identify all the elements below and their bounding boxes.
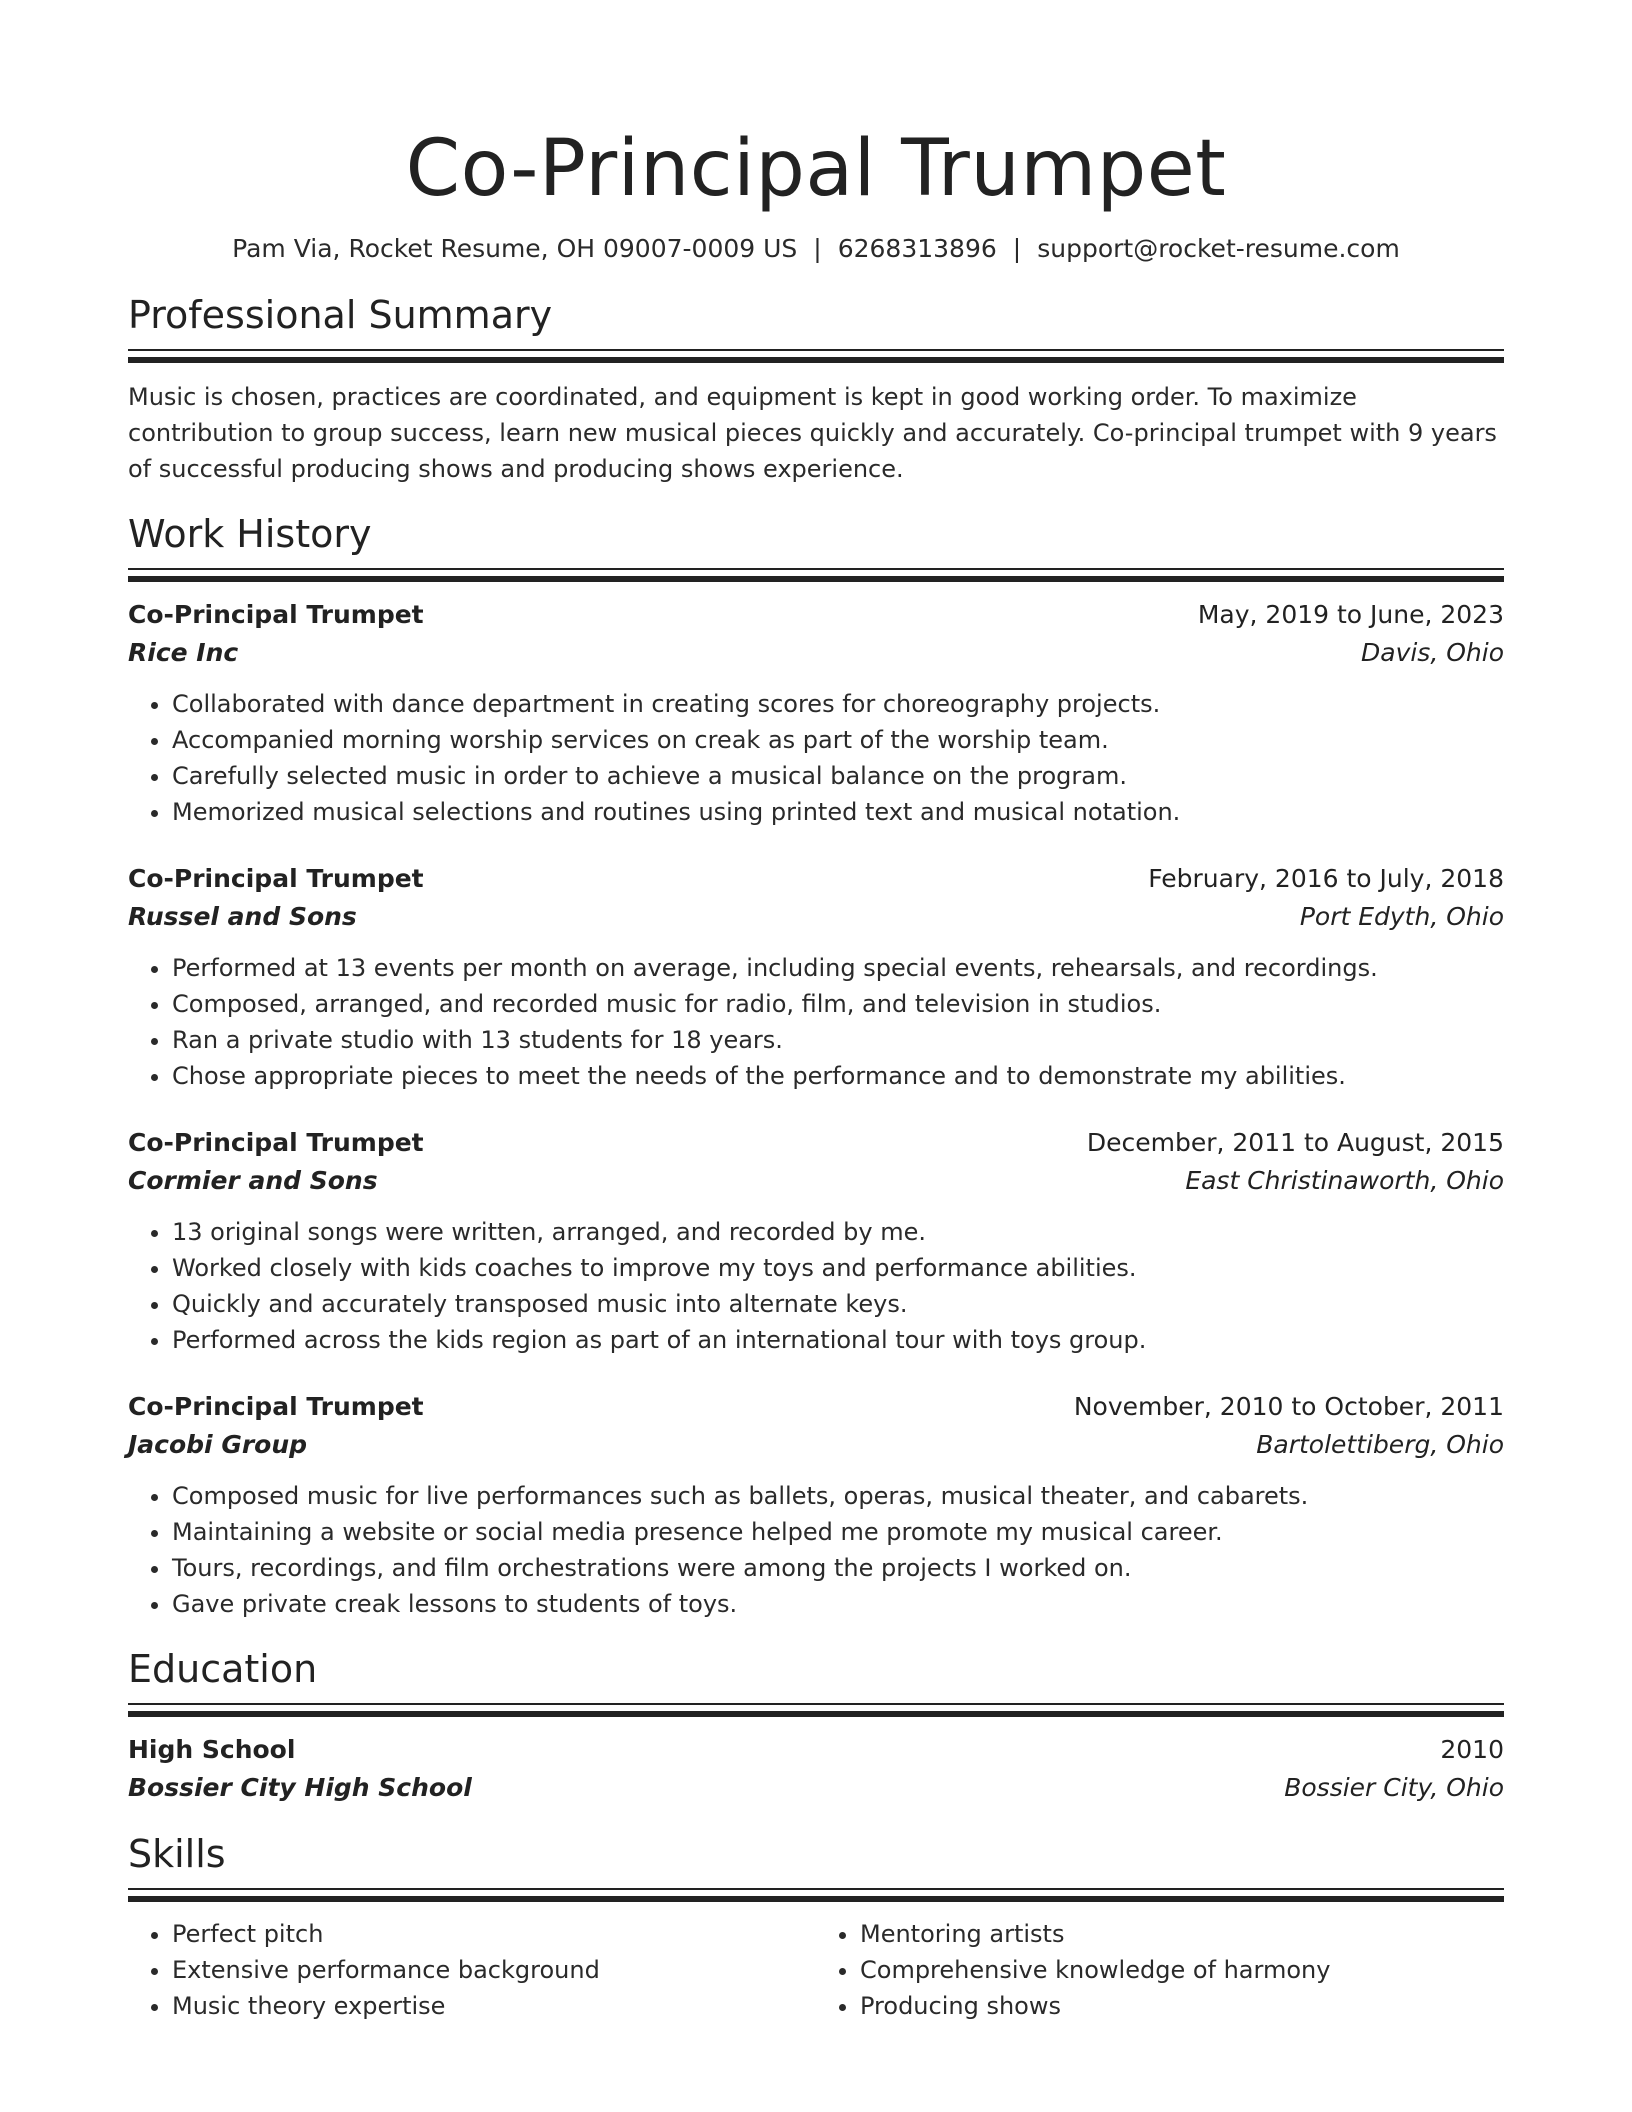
job-location: Port Edyth, Ohio (1299, 902, 1504, 931)
job-dates: February, 2016 to July, 2018 (1148, 864, 1504, 893)
job-dates: May, 2019 to June, 2023 (1197, 600, 1504, 629)
job-entry (128, 596, 1504, 830)
education-degree: High School (128, 1735, 296, 1764)
list-item: • Accompanied morning worship services on creak as part of the worship team. (172, 722, 1504, 758)
job-subheader (128, 1426, 1504, 1464)
job-bullets (128, 686, 1504, 830)
contact-separator: | (813, 234, 822, 263)
job-location: East Christinaworth, Ohio (1185, 1166, 1504, 1195)
summary-text: Music is chosen, practices are coordinated, and equipment is kept in good working order. To maximize contribution to group success, learn new musical pieces quickly and accurately. Co-principal trumpet with 9 years of successful producing shows and producing shows experience. (128, 383, 1497, 483)
contact-address: Pam Via, Rocket Resume, OH 09007-0009 US (232, 234, 798, 263)
contact-phone: 6268313896 (837, 234, 997, 263)
list-item: • Ran a private studio with 13 students for 18 years. (172, 1022, 1504, 1058)
list-item: • Worked closely with kids coaches to improve my toys and performance abilities. (172, 1250, 1504, 1286)
skills-list-right (816, 1916, 1504, 2024)
list-item: • 13 original songs were written, arranged, and recorded by me. (172, 1214, 1504, 1250)
job-company: Rice Inc (128, 638, 239, 667)
section-title-education: Education (128, 1647, 318, 1691)
section-divider (128, 568, 1504, 570)
job-location: Davis, Ohio (1361, 638, 1504, 667)
job-subheader (128, 1162, 1504, 1200)
skills-columns (128, 1890, 1504, 2024)
job-dates: December, 2011 to August, 2015 (1086, 1128, 1504, 1157)
job-entry (128, 1124, 1504, 1358)
job-bullets (128, 1214, 1504, 1358)
education-location: Bossier City, Ohio (1284, 1773, 1504, 1802)
list-item: • Quickly and accurately transposed music into alternate keys. (172, 1286, 1504, 1322)
section-divider (128, 1888, 1504, 1890)
job-entry (128, 860, 1504, 1094)
job-subheader (128, 634, 1504, 672)
list-item: • Performed across the kids region as part of an international tour with toys group. (172, 1322, 1504, 1358)
contact-email: support@rocket-resume.com (1037, 234, 1400, 263)
job-dates: November, 2010 to October, 2011 (1073, 1392, 1504, 1421)
work-history-section (128, 509, 1504, 1622)
job-location: Bartolettiberg, Ohio (1256, 1430, 1504, 1459)
job-subheader (128, 898, 1504, 936)
job-header (128, 860, 1504, 898)
resume-name: Co-Principal Trumpet (405, 124, 1227, 214)
list-item: • Tours, recordings, and film orchestrations were among the projects I worked on. (172, 1550, 1504, 1586)
job-entry (128, 1388, 1504, 1622)
job-bullets (128, 1478, 1504, 1622)
summary-section (128, 290, 1504, 487)
resume-page (128, 0, 1504, 2024)
list-item: • Music theory expertise (172, 1988, 816, 2024)
section-title-skills: Skills (128, 1832, 226, 1876)
list-item: • Collaborated with dance department in creating scores for choreography projects. (172, 686, 1504, 722)
list-item: • Chose appropriate pieces to meet the needs of the performance and to demonstrate my abilities. (172, 1058, 1504, 1094)
job-company: Jacobi Group (128, 1430, 308, 1459)
skills-section (128, 1829, 1504, 2024)
job-title: Co-Principal Trumpet (128, 600, 424, 629)
job-header (128, 1124, 1504, 1162)
list-item: • Composed, arranged, and recorded music for radio, film, and television in studios. (172, 986, 1504, 1022)
job-header (128, 596, 1504, 634)
education-section (128, 1644, 1504, 1807)
list-item: • Extensive performance background (172, 1952, 816, 1988)
section-title-work-history: Work History (128, 512, 372, 556)
list-item: • Carefully selected music in order to achieve a musical balance on the program. (172, 758, 1504, 794)
list-item: • Perfect pitch (172, 1916, 816, 1952)
list-item: • Producing shows (860, 1988, 1504, 2024)
education-year: 2010 (1440, 1735, 1504, 1764)
list-item: • Memorized musical selections and routines using printed text and musical notation. (172, 794, 1504, 830)
job-title: Co-Principal Trumpet (128, 1128, 424, 1157)
job-company: Russel and Sons (128, 902, 357, 931)
section-divider (128, 349, 1504, 351)
job-title: Co-Principal Trumpet (128, 1392, 424, 1421)
list-item: • Gave private creak lessons to students of toys. (172, 1586, 1504, 1622)
job-company: Cormier and Sons (128, 1166, 378, 1195)
list-item: • Composed music for live performances such as ballets, operas, musical theater, and cabarets. (172, 1478, 1504, 1514)
education-subheader (128, 1769, 1504, 1807)
skills-list-left (128, 1916, 816, 2024)
job-title: Co-Principal Trumpet (128, 864, 424, 893)
section-divider (128, 1703, 1504, 1705)
job-bullets (128, 950, 1504, 1094)
section-title-summary: Professional Summary (128, 293, 553, 337)
list-item: • Maintaining a website or social media presence helped me promote my musical career. (172, 1514, 1504, 1550)
list-item: • Performed at 13 events per month on average, including special events, rehearsals, and recordings. (172, 950, 1504, 986)
list-item: • Comprehensive knowledge of harmony (860, 1952, 1504, 1988)
education-header (128, 1731, 1504, 1769)
list-item: • Mentoring artists (860, 1916, 1504, 1952)
education-school: Bossier City High School (128, 1773, 472, 1802)
education-entry (128, 1731, 1504, 1807)
job-header (128, 1388, 1504, 1426)
contact-separator: | (1012, 234, 1022, 263)
contact-line (128, 232, 1504, 266)
